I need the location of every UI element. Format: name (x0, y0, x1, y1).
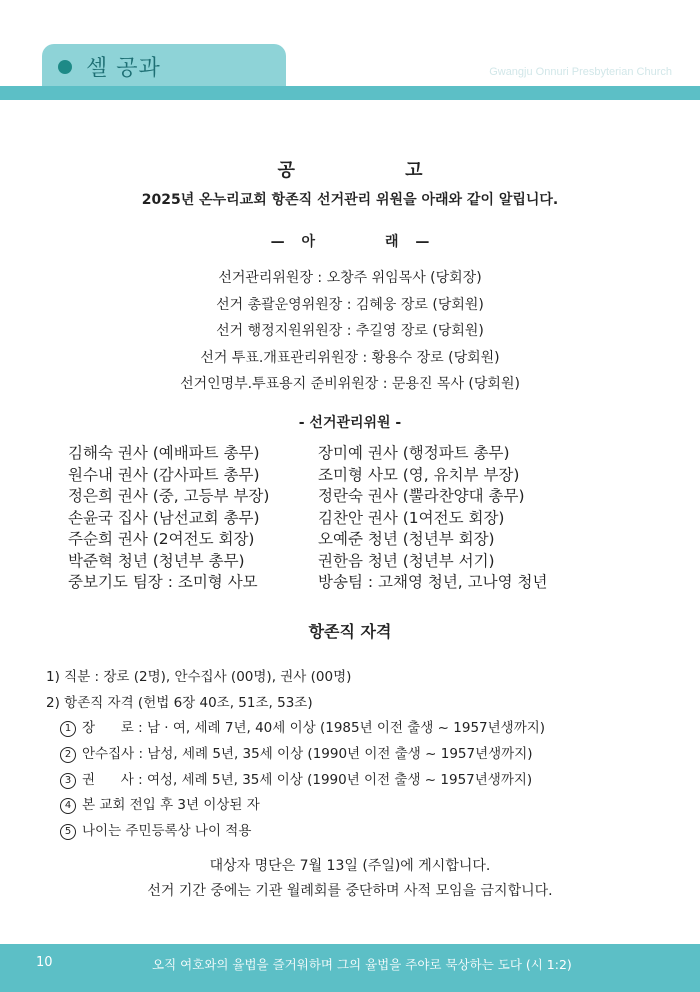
member-line: 손윤국 집사 (남선교회 총무) (68, 508, 260, 527)
member-line: 조미형 사모 (영, 유치부 부장) (318, 465, 520, 484)
below-heading (0, 231, 700, 251)
qualification-item: 2) 항존직 자격 (헌법 6장 40조, 51조, 53조) (46, 695, 313, 711)
sub-item-text: 본 교회 전입 후 3년 이상된 자 (82, 797, 260, 813)
qualifications-title: 항존직 자격 (308, 622, 392, 641)
bullet-dot-icon (58, 60, 72, 74)
officer-line: 선거 총괄운영위원장 : 김혜웅 장로 (당회원) (216, 296, 484, 313)
officer-line: 선거관리위원장 : 오창주 위임목사 (당회장) (218, 270, 482, 286)
qualification-sub-item (60, 742, 533, 763)
officer-line: 선거인명부.투표용지 준비위원장 : 문용진 목사 (당회원) (180, 376, 520, 392)
qualification-item: 1) 직분 : 장로 (2명), 안수집사 (00명), 권사 (00명) (46, 669, 352, 685)
member-line: 권한음 청년 (청년부 서기) (318, 551, 495, 570)
circled-number-icon: 5 (60, 824, 76, 840)
closing-line: 선거 기간 중에는 기관 월례회를 중단하며 사적 모임을 금지합니다. (147, 883, 553, 899)
sub-item-text: 나이는 주민등록상 나이 적용 (82, 823, 252, 839)
footer-verse: 오직 여호와의 율법을 즐거워하며 그의 율법을 주야로 묵상하는 도다 (시 1:2) (152, 957, 572, 972)
officer-line: 선거 투표.개표관리위원장 : 황용수 장로 (당회원) (200, 349, 500, 366)
page-number: 10 (36, 955, 53, 970)
notice-title: 공 고 (277, 160, 475, 181)
member-line: 주순희 권사 (2여전도 회장) (68, 530, 255, 548)
member-line: 오예준 청년 (청년부 회장) (318, 530, 495, 548)
committee-members-left (68, 443, 269, 594)
below-heading-right: 래 — (385, 234, 430, 250)
member-line: 원수내 권사 (감사파트 총무) (68, 465, 260, 484)
officer-list (0, 265, 700, 398)
qualification-sub-item (60, 819, 251, 840)
sub-item-text: 권 사 : 여성, 세례 5년, 35세 이상 (1990년 이전 출생 ~ 1957년생까지) (82, 772, 533, 788)
circled-number-icon: 1 (60, 721, 76, 737)
sub-item-text: 장 로 : 남 · 여, 세례 7년, 40세 이상 (1985년 이전 출생 ~ 1957년생까지) (82, 720, 546, 736)
officer-line: 선거 행정지원위원장 : 추길영 장로 (당회원) (216, 323, 484, 339)
section-tab (42, 44, 286, 88)
member-line: 김해숙 권사 (예배파트 총무) (68, 444, 260, 462)
committee-members-right (318, 443, 547, 594)
footer-band (0, 944, 700, 992)
member-line: 박준혁 청년 (청년부 총무) (68, 551, 245, 570)
sub-item-text: 안수집사 : 남성, 세례 5년, 35세 이상 (1990년 이전 출생 ~ 1957년생까지) (82, 746, 533, 762)
member-line: 중보기도 팀장 : 조미형 사모 (68, 573, 258, 591)
circled-number-icon: 3 (60, 773, 76, 789)
qualification-sub-item (60, 768, 532, 789)
member-line: 정은희 권사 (중, 고등부 부장) (68, 487, 270, 505)
notice-subtitle: 2025년 온누리교회 항존직 선거관리 위원을 아래와 같이 알립니다. (141, 192, 559, 208)
qualification-sub-item (60, 793, 260, 814)
circled-number-icon: 2 (60, 747, 76, 763)
member-line: 정란숙 권사 (뿔라찬양대 총무) (318, 487, 525, 505)
committee-title: - 선거관리위원 - (298, 415, 402, 431)
header-band (0, 86, 700, 100)
closing-line: 대상자 명단은 7월 13일 (주일)에 게시합니다. (209, 858, 491, 874)
circled-number-icon: 4 (60, 798, 76, 814)
member-line: 김찬안 권사 (1여전도 회장) (318, 508, 505, 527)
member-line: 방송팀 : 고채영 청년, 고나영 청년 (318, 573, 548, 591)
church-name: Gwangju Onnuri Presbyterian Church (489, 66, 672, 78)
section-title: 셀 공과 (86, 56, 161, 81)
member-line: 장미예 권사 (행정파트 총무) (318, 444, 510, 462)
qualification-sub-item (60, 716, 545, 737)
below-heading-left: — 아 (270, 234, 315, 250)
